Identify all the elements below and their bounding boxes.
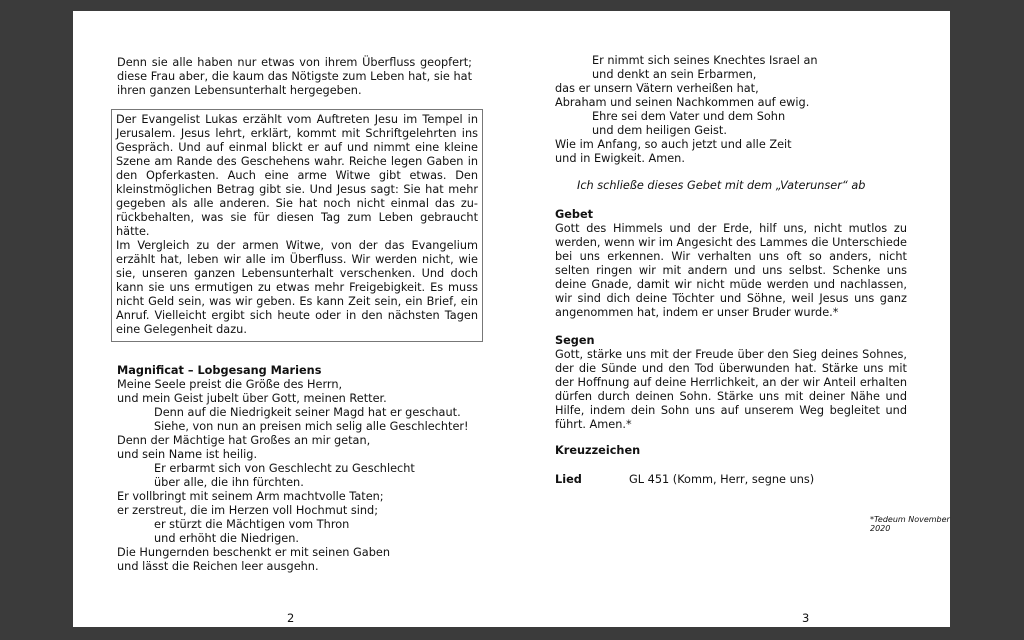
- document-sheet: [73, 11, 950, 627]
- magnificat-line: und lässt die Reichen leer ausgehn.: [117, 560, 319, 573]
- canticle-line: und dem heiligen Geist.: [592, 124, 727, 137]
- magnificat-line: Denn der Mächtige hat Großes an mir getan,: [117, 434, 371, 447]
- magnificat-line: und erhöht die Niedrigen.: [154, 532, 299, 545]
- magnificat-title: Magnificat – Lobgesang Mariens: [117, 364, 322, 377]
- magnificat-line: Siehe, von nun an preisen mich selig alle Geschlechter!: [154, 420, 469, 433]
- reflection-box: [111, 109, 483, 342]
- lied-label: Lied: [555, 473, 582, 486]
- gebet-title: Gebet: [555, 208, 594, 221]
- magnificat-line: er zerstreut, die im Herzen voll Hochmut sind;: [117, 504, 379, 517]
- canticle-line: Er nimmt sich seines Knechtes Israel an: [592, 54, 818, 67]
- magnificat-line: Meine Seele preist die Größe des Herrn,: [117, 378, 343, 391]
- page-number-2: 2: [287, 611, 295, 625]
- magnificat-line: und sein Name ist heilig.: [117, 448, 258, 461]
- magnificat-line: und mein Geist jubelt über Gott, meinen Retter.: [117, 392, 387, 405]
- canticle-section: [555, 54, 907, 166]
- canticle-line: Ehre sei dem Vater und dem Sohn: [592, 110, 786, 123]
- segen-section: [555, 334, 907, 432]
- footnote: *Tedeum November 2020: [870, 515, 950, 533]
- canticle-lines: [555, 54, 907, 166]
- magnificat-line: Er vollbringt mit seinem Arm machtvolle Taten;: [117, 490, 384, 503]
- closing-suffix: ab: [847, 179, 866, 192]
- box-paragraph-1: Der Evangelist Lukas erzählt vom Auftreten Jesu im Tempel in Jerusalem. Jesus lehrt, erklärt, kommt mit Schriftgelehrten ins Gespräch. Und auf einmal blickt er auf und nimmt eine kleine Szene am Rande des Geschehens wahr. Reiche legen Gaben in den Opferkasten. Auch eine arme Witwe gibt etwas. Den kleinstmöglichen Betrag gibt sie. Und Jesus sagt: Sie hat mehr gegeben als alle anderen. Sie hat noch nicht einmal das zu-rückbehalten, was sie für diesen Tag zum Leben gebraucht hätte.: [116, 113, 478, 238]
- gebet-text: Gott des Himmels und der Erde, hilf uns, nicht mutlos zu werden, wenn wir im Angesicht des Lammes die Unterschiede bei uns erkennen. Wir verhalten uns oft so anders, nicht selten ringen wir mit andern und uns selbst. Schenke uns deine Gnade, damit wir nicht müde werden und nachlassen, wir sind dich deine Töchter und Söhne, weil Jesus uns ganz angenommen hat, indem er unser Bruder wurde.*: [555, 222, 907, 319]
- canticle-line: und denkt an sein Erbarmen,: [592, 68, 757, 81]
- page-3: [511, 11, 950, 627]
- lied-text: GL 451 (Komm, Herr, segne uns): [629, 473, 815, 486]
- closing-prefix: Ich schließe dieses Gebet mit dem: [577, 179, 776, 192]
- magnificat-line: über alle, die ihn fürchten.: [154, 476, 304, 489]
- magnificat-line: Denn auf die Niedrigkeit seiner Magd hat er geschaut.: [154, 406, 461, 419]
- lied-row: [555, 473, 907, 487]
- box-paragraph-2: Im Vergleich zu der armen Witwe, von der das Evangelium erzählt hat, leben wir alle im Überfluss. Wir werden nicht, wie sie, unseren ganzen Lebensunterhalt verschenken. Und doch kann sie uns ermutigen zu etwas mehr Freigebigkeit. Es muss nicht Geld sein, was wir geben. Es kann Zeit sein, ein Brief, ein Anruf. Vielleicht ergibt sich heute oder in den nächsten Tagen eine Gelegenheit dazu.: [116, 239, 478, 336]
- intro-paragraph: Denn sie alle haben nur etwas von ihrem Überfluss geopfert; diese Frau aber, die kaum das Nötigste zum Leben hat, sie hat ihren ganzen Lebensunterhalt hergegeben.: [117, 56, 472, 97]
- canticle-line: und in Ewigkeit. Amen.: [555, 152, 685, 165]
- segen-title: Segen: [555, 334, 595, 347]
- canticle-line: Abraham und seinen Nachkommen auf ewig.: [555, 96, 810, 109]
- closing-quote: „Vaterunser“: [775, 179, 848, 192]
- magnificat-line: Er erbarmt sich von Geschlecht zu Geschlecht: [154, 462, 415, 475]
- magnificat-line: Die Hungernden beschenkt er mit seinen Gaben: [117, 546, 390, 559]
- kreuzzeichen-heading: Kreuzzeichen: [555, 444, 641, 457]
- gebet-section: [555, 208, 907, 320]
- magnificat-line: er stürzt die Mächtigen vom Thron: [154, 518, 350, 531]
- canticle-line: das er unsern Vätern verheißen hat,: [555, 82, 759, 95]
- page-number-3: 3: [802, 611, 810, 625]
- canticle-line: Wie im Anfang, so auch jetzt und alle Zeit: [555, 138, 792, 151]
- magnificat-lines: [117, 378, 469, 574]
- segen-text: Gott, stärke uns mit der Freude über den Sieg deines Sohnes, der die Sünde und den Tod überwunden hat. Stärke uns mit der Hoffnung auf deine Herrlichkeit, an der wir Anteil erhalten dürfen durch deinen Sohn. Stärke uns mit deiner Nähe und Hilfe, indem dein Sohn uns auf unserem Weg begleitet und führt. Amen.*: [555, 348, 907, 431]
- magnificat-section: [117, 364, 469, 574]
- closing-note: [577, 179, 929, 193]
- page-2: [73, 11, 511, 627]
